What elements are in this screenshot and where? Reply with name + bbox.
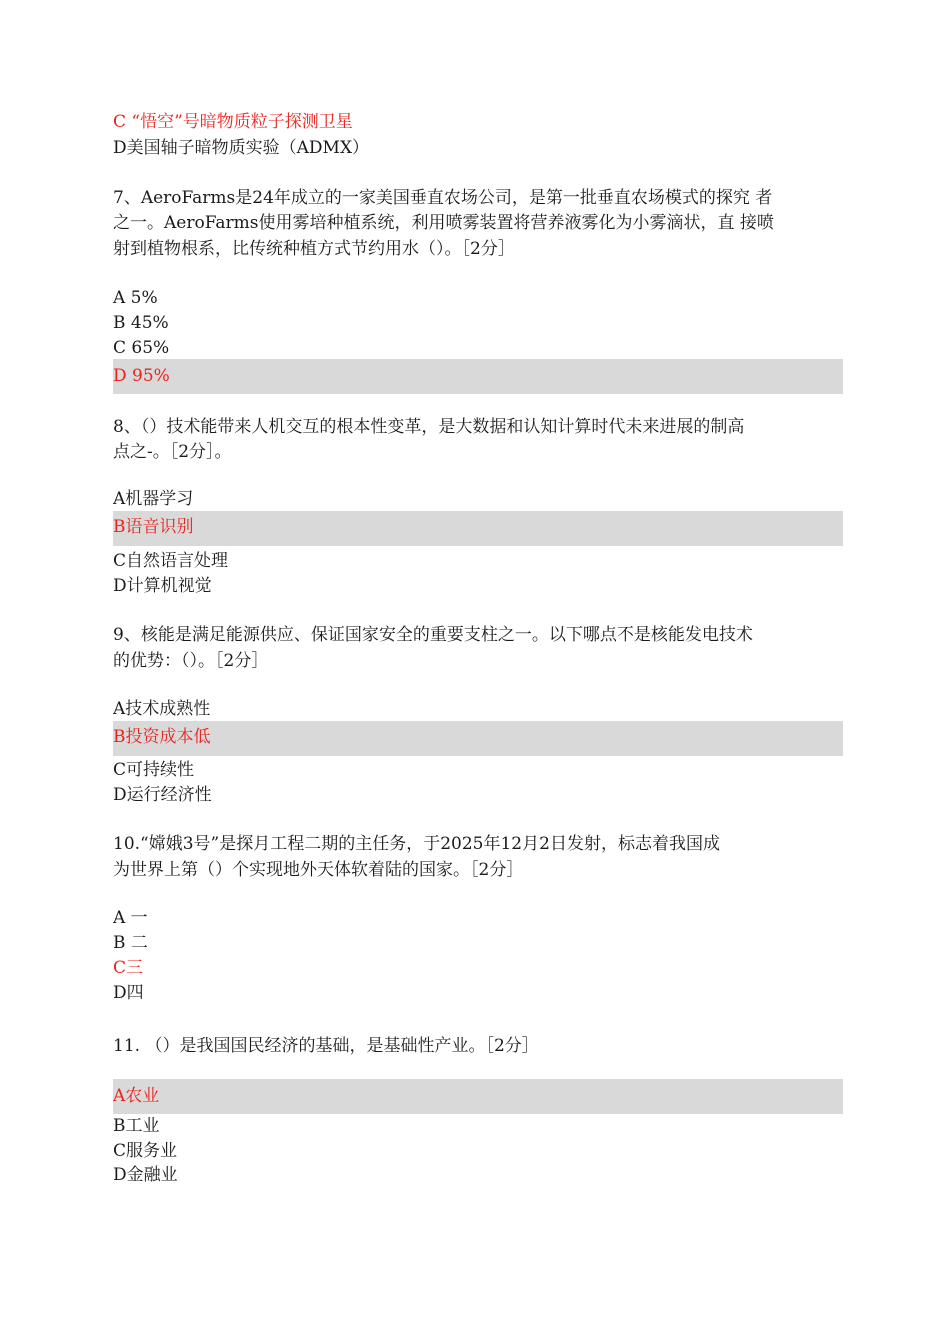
q7-option-c: C 65% [113,338,170,358]
q8-option-a: A机器学习 [113,489,194,509]
q8-text-line-1: 8、（）技术能带来人机交互的根本性变革，是大数据和认知计算时代未来进展的制高 [113,417,745,437]
q9-option-d: D运行经济性 [113,785,212,805]
q7-option-a: A 5% [113,288,158,308]
q8-option-c: C自然语言处理 [113,551,229,571]
q7-text-line-3: 射到植物根系，比传统种植方式节约用水（）。［2分］ [113,239,515,259]
prev-option-c-answer: C “悟空”号暗物质粒子探测卫星 [113,112,353,132]
q11-text-line-1: 11. （）是我国国民经济的基础，是基础性产业。［2分］ [113,1036,539,1056]
q11-option-a-answer: A农业 [113,1086,160,1106]
q7-text-line-2: 之一。AeroFarms使用雾培种植系统，利用喷雾装置将营养液雾化为小雾滴状，直 接喷 [113,213,774,233]
q9-option-b-answer: B投资成本低 [113,727,211,747]
q8-option-d: D计算机视觉 [113,576,212,596]
q11-option-c: C服务业 [113,1141,178,1161]
q8-text-line-2: 点之-。［2分］。 [113,442,232,462]
q11-option-d: D金融业 [113,1165,178,1185]
q7-option-b: B 45% [113,313,169,333]
q11-option-b: B工业 [113,1116,160,1136]
q10-option-a: A 一 [113,908,148,928]
prev-option-d: D美国轴子暗物质实验（ADMX） [113,138,370,158]
q10-text-line-2: 为世界上第（）个实现地外天体软着陆的国家。［2分］ [113,860,524,880]
q9-text-line-1: 9、核能是满足能源供应、保证国家安全的重要支柱之一。以下哪点不是核能发电技术 [113,625,753,645]
q9-option-a: A技术成熟性 [113,699,211,719]
q7-text-line-1: 7、AeroFarms是24年成立的一家美国垂直农场公司，是第一批垂直农场模式的探究 者 [113,188,773,208]
q9-text-line-2: 的优势：（）。［2分］ [113,651,269,671]
q10-text-line-1: 10.“嫦娥3号”是探月工程二期的主任务，于2025年12月2日发射，标志着我国成 [113,834,720,854]
q8-option-b-answer: B语音识别 [113,517,194,537]
q7-option-d-answer: D 95% [113,366,170,386]
q10-option-d: D四 [113,983,144,1003]
q9-option-c: C可持续性 [113,760,195,780]
q10-option-b: B 二 [113,933,148,953]
q10-option-c-answer: C三 [113,958,144,978]
